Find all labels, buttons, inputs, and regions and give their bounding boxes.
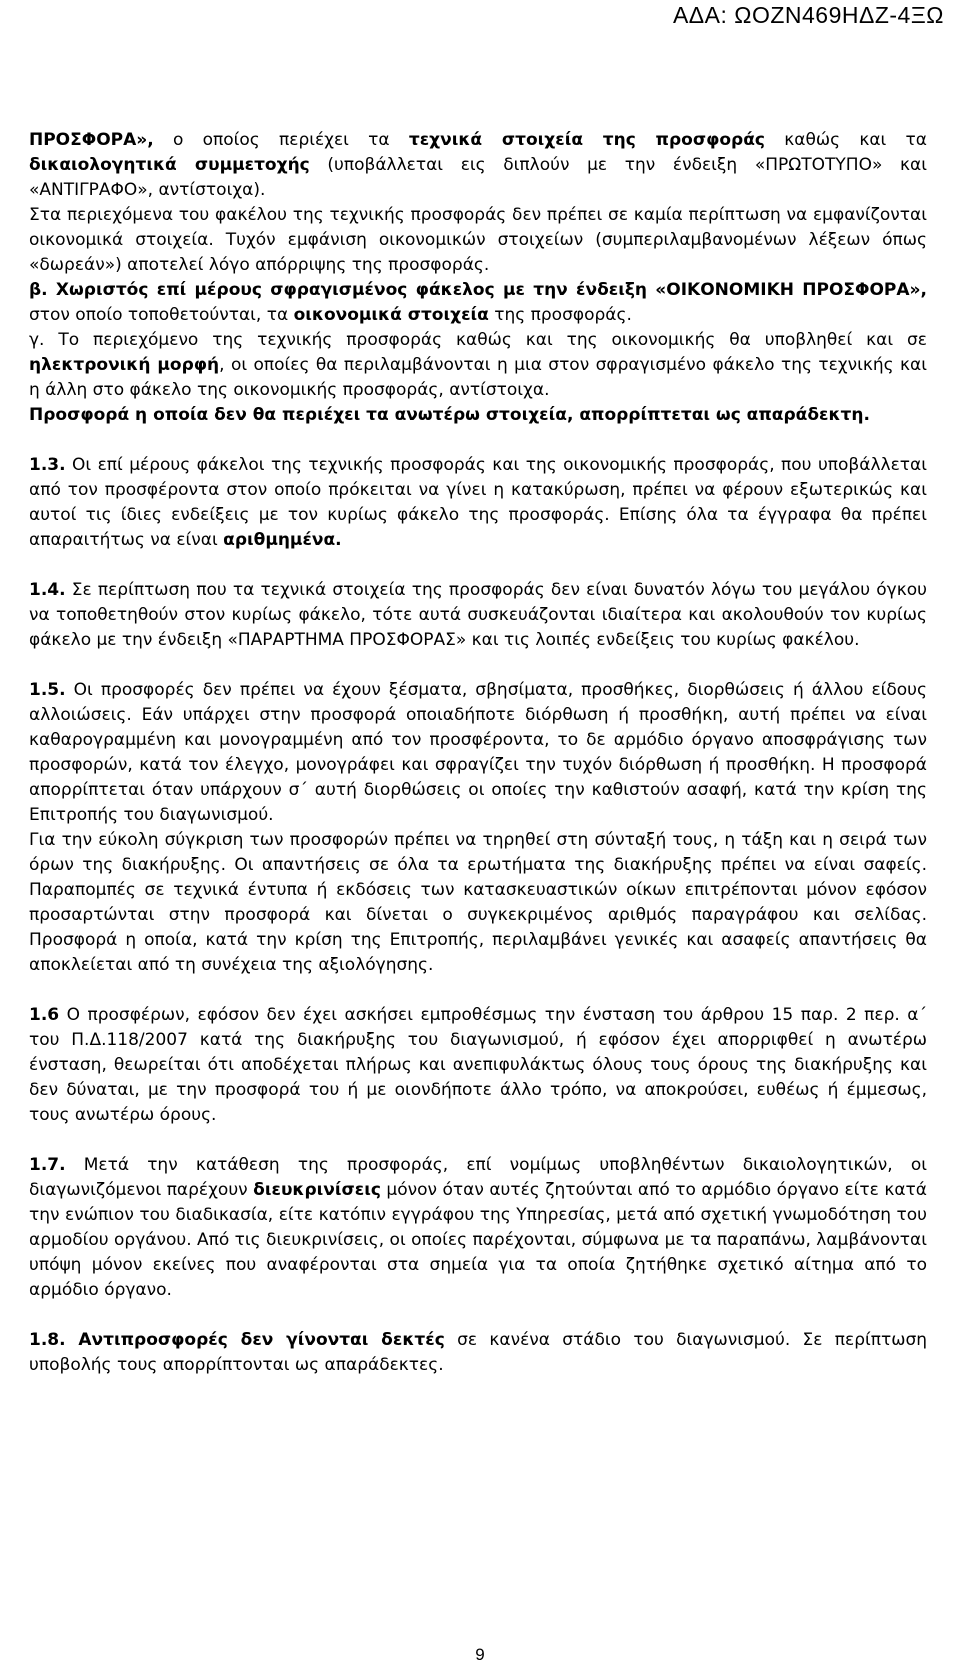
section-1-8-bold: Αντιπροσφορές δεν γίνονται δεκτές bbox=[65, 1330, 445, 1350]
section-1-7-number: 1.7. bbox=[29, 1155, 66, 1175]
gamma-bold-2: Προσφορά η οποία δεν θα περιέχει τα ανωτέρω στοιχεία, απορρίπτεται ως απαράδεκτη. bbox=[29, 405, 870, 425]
section-1-3-text: Οι επί μέρους φάκελοι της τεχνικής προσφοράς και της οικονομικής προσφοράς, που υποβάλλεται από τον προσφέροντα στον οποίο πρόκειται να γίνει η κατακύρωση, πρέπει να φέρουν εξωτερικώς και αυτοί τις ίδιες ενδείξεις με τον κυρίως φάκελο της προσφοράς. Επίσης όλα τα έγγραφα θα πρέπει απαραιτήτως να είναι bbox=[29, 455, 927, 550]
intro-text-3: (υποβάλλεται εις διπλούν με την ένδειξη «ΠΡΩΤΟΤΥΠΟ» και «ΑΝΤΙΓΡΑΦΟ», αντίστοιχα). bbox=[29, 155, 927, 200]
beta-bold-1: β. Χωριστός επί μέρους σφραγισμένος φάκελος με την ένδειξη «ΟΙΚΟΝΟΜΙΚΗ ΠΡΟΣΦΟΡΑ», bbox=[29, 280, 927, 300]
section-1-5 bbox=[29, 678, 927, 828]
intro-bold-1: ΠΡΟΣΦΟΡΑ», bbox=[29, 130, 154, 150]
document-body bbox=[29, 128, 927, 1378]
section-1-4 bbox=[29, 578, 927, 653]
section-1-3-number: 1.3. bbox=[29, 455, 66, 475]
section-1-7-text-1: Μετά την κατάθεση της προσφοράς, επί νομίμως υποβληθέντων δικαιολογητικών, οι διαγωνιζόμενοι παρέχουν bbox=[29, 1155, 927, 1200]
section-1-7 bbox=[29, 1153, 927, 1303]
intro-text-1: ο οποίος περιέχει τα bbox=[153, 130, 409, 150]
section-1-6-text: Ο προσφέρων, εφόσον δεν έχει ασκήσει εμπροθέσμως την ένσταση του άρθρου 15 παρ. 2 περ. α΄ του Π.Δ.118/2007 κατά της διακήρυξης του διαγωνισμού, ή εφόσον έχει απορριφθεί η ανωτέρω ένσταση, θεωρείται ότι αποδέχεται πλήρως και ανεπιφυλάκτως όλους τους όρους της διακήρυξης και δεν δύναται, με την προσφορά του ή με οιονδήποτε άλλο τρόπο, να αποκρούσει, ευθέως ή έμμεσως, τους ανωτέρω όρους. bbox=[29, 1005, 927, 1125]
intro-bold-3: δικαιολογητικά συμμετοχής bbox=[29, 155, 310, 175]
gamma-text-2: , οι οποίες θα περιλαμβάνονται η μια στον σφραγισμένο φάκελο της τεχνικής και η άλλη στο φάκελο της οικονομικής προσφοράς, αντίστοιχα. bbox=[29, 355, 927, 400]
gamma-text-1: γ. Το περιεχόμενο της τεχνικής προσφοράς καθώς και της οικονομικής θα υποβληθεί και σε bbox=[29, 330, 927, 350]
intro-bold-2: τεχνικά στοιχεία της προσφοράς bbox=[408, 130, 765, 150]
intro-text-2: καθώς και τα bbox=[764, 130, 927, 150]
section-1-6 bbox=[29, 1003, 927, 1128]
section-1-3-bold: αριθμημένα. bbox=[223, 530, 342, 550]
section-1-8 bbox=[29, 1328, 927, 1378]
section-1-5-number: 1.5. bbox=[29, 680, 66, 700]
page-number: 9 bbox=[475, 1645, 485, 1664]
beta-text-1: στον οποίο τοποθετούνται, τα bbox=[29, 305, 294, 325]
section-1-4-number: 1.4. bbox=[29, 580, 66, 600]
section-1-5-text: Οι προσφορές δεν πρέπει να έχουν ξέσματα, σβησίματα, προσθήκες, διορθώσεις ή άλλου είδους αλλοιώσεις. Εάν υπάρχει στην προσφορά οποιαδήποτε διόρθωση ή προσθήκη, αυτή πρέπει να είναι καθαρογραμμένη και μονογραμμένη από τον προσφέροντα, το δε αρμόδιο όργανο αποσφράγισης των προσφορών, κατά τον έλεγχο, μονογράφει και σφραγίζει την τυχόν διόρθωση ή προσθήκη. Η προσφορά απορρίπτεται όταν υπάρχουν σ΄ αυτή διορθώσεις οι οποίες την καθιστούν ασαφή, κατά την κρίση της Επιτροπής του διαγωνισμού. bbox=[29, 680, 927, 825]
beta-bold-2: οικονομικά στοιχεία bbox=[293, 305, 489, 325]
ada-code: ΑΔΑ: ΩΟΖΝ469ΗΔΖ-4ΞΩ bbox=[672, 2, 944, 28]
section-1-8-number: 1.8. bbox=[29, 1330, 66, 1350]
section-1-7-bold: διευκρινίσεις bbox=[253, 1180, 381, 1200]
section-1-7-text-2: μόνον όταν αυτές ζητούνται από το αρμόδιο όργανο είτε κατά την ενώπιον του διαδικασία, είτε κατόπιν εγγράφου της Υπηρεσίας, μετά από σχετική γνωμοδότηση του αρμοδίου οργάνου. Από τις διευκρινίσεις, οι οποίες παρέχονται, σύμφωνα με τα παραπάνω, λαμβάνονται υπόψη μόνον εκείνες που αναφέρονται στα σημεία για τα οποία ζητήθηκε σχετικό αίτημα από το αρμόδιο όργανο. bbox=[29, 1180, 927, 1300]
gamma-paragraph bbox=[29, 328, 927, 403]
beta-paragraph bbox=[29, 278, 927, 328]
gamma-bold-1: ηλεκτρονική μορφή bbox=[29, 355, 220, 375]
section-1-5-continued: Για την εύκολη σύγκριση των προσφορών πρέπει να τηρηθεί στη σύνταξή τους, η τάξη και η σειρά των όρων της διακήρυξης. Οι απαντήσεις σε όλα τα ερωτήματα της διακήρυξης πρέπει να είναι σαφείς. Παραπομπές σε τεχνικά έντυπα ή εκδόσεις των κατασκευαστικών οίκων επιτρέπονται μόνον εφόσον προσαρτώνται στην προσφορά και δίνεται ο συγκεκριμένος αριθμός παραγράφου και σελίδας. Προσφορά η οποία, κατά την κρίση της Επιτροπής, περιλαμβάνει γενικές και ασαφείς απαντήσεις θα αποκλείεται από τη συνέχεια της αξιολόγησης. bbox=[29, 830, 927, 975]
section-1-4-text: Σε περίπτωση που τα τεχνικά στοιχεία της προσφοράς δεν είναι δυνατόν λόγω του μεγάλου όγκου να τοποθετηθούν στον κυρίως φάκελο, τότε αυτά συσκευάζονται ιδιαίτερα και ακολουθούν τον κυρίως φάκελο με την ένδειξη «ΠΑΡΑΡΤΗΜΑ ΠΡΟΣΦΟΡΑΣ» και τις λοιπές ενδείξεις του κυρίως φακέλου. bbox=[29, 580, 927, 650]
section-1-3 bbox=[29, 453, 927, 553]
section-1-8-text: σε κανένα στάδιο του διαγωνισμού. Σε περίπτωση υποβολής τους απορρίπτονται ως απαράδεκτες. bbox=[29, 1330, 927, 1375]
gamma-rejection-paragraph bbox=[29, 403, 927, 428]
intro-warning-paragraph: Στα περιεχόμενα του φακέλου της τεχνικής προσφοράς δεν πρέπει σε καμία περίπτωση να εμφανίζονται οικονομικά στοιχεία. Τυχόν εμφάνιση οικονομικών στοιχείων (συμπεριλαμβανομένων λέξεων όπως «δωρεάν») αποτελεί λόγο απόρριψης της προσφοράς. bbox=[29, 205, 927, 275]
beta-text-2: της προσφοράς. bbox=[488, 305, 632, 325]
intro-paragraph bbox=[29, 128, 927, 203]
section-1-6-number: 1.6 bbox=[29, 1005, 60, 1025]
